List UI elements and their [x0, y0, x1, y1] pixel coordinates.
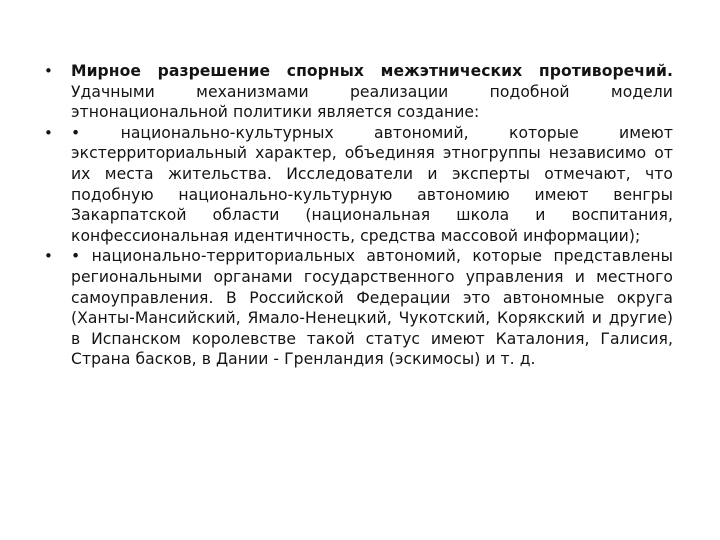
bullet-item-2 [44, 123, 673, 247]
bullet-marker-icon: • [44, 247, 53, 266]
bullet-body-text: • национально-территориальных автономий, которые представлены региональными органами государственного управления и местного самоуправления. В Российской Федерации это автономные округа (Ханты-Мансийский, Ямало-Ненецкий, Чукотский, Корякский и другие) в Испанском королевстве такой статус имеют Каталония, Галисия, Страна басков, в Дании - Гренландия (эскимосы) и т. д. [71, 247, 673, 369]
bullet-marker-icon: • [44, 62, 53, 80]
bullet-body-text: Удачными механизмами реализации подобной модели этнонациональной политики является создание: [71, 82, 673, 122]
bullet-lead-text: Мирное разрешение спорных межэтнических противоречий. [71, 62, 673, 80]
bullet-body-text: • национально-культурных автономий, которые имеют экстерриториальный характер, объединяя этногруппы независимо от их места жительства. Исследователи и эксперты отмечают, что подобную национально-культурную автономию имеют венгры Закарпатской области (национальная школа и воспитания, конфессиональная идентичность, средства массовой информации); [71, 123, 673, 245]
bullet-item-3 [44, 246, 673, 370]
bullet-item-1 [44, 61, 673, 123]
bullet-marker-icon: • [44, 123, 53, 142]
bullet-list [44, 61, 673, 370]
